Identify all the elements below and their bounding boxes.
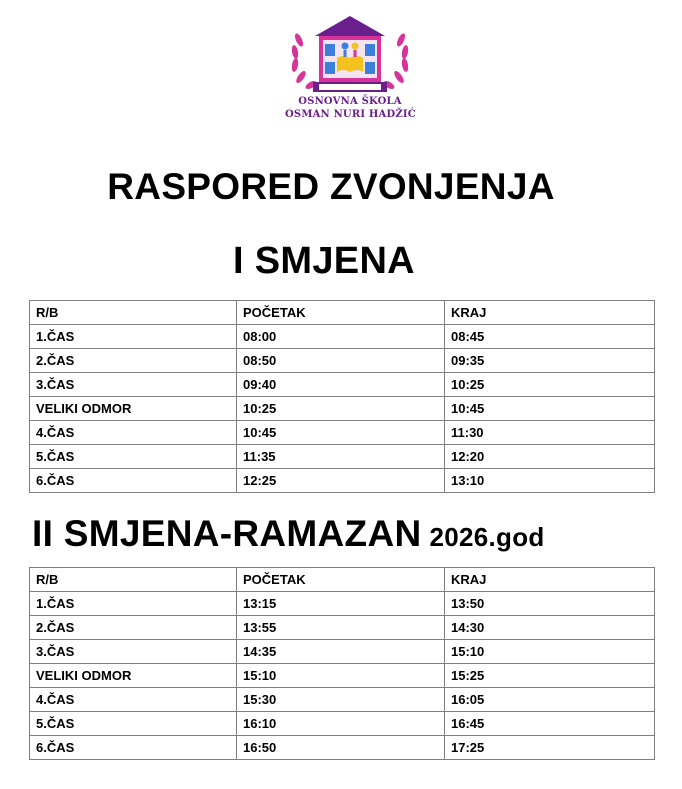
end-time-cell: 15:25 xyxy=(445,664,655,688)
end-time-cell: 15:10 xyxy=(445,640,655,664)
period-cell: 2.ČAS xyxy=(30,616,237,640)
end-time-cell: 08:45 xyxy=(445,325,655,349)
period-cell: 3.ČAS xyxy=(30,373,237,397)
school-name-line2: OSMAN NURI HADŽIĆ xyxy=(285,109,416,120)
shift2-year: 2026.god xyxy=(429,522,545,552)
table-row xyxy=(30,712,655,736)
period-cell: 2.ČAS xyxy=(30,349,237,373)
period-cell: 5.ČAS xyxy=(30,445,237,469)
end-time-cell: 10:25 xyxy=(445,373,655,397)
header-cell: POČETAK xyxy=(237,568,445,592)
start-time-cell: 11:35 xyxy=(237,445,445,469)
period-cell: 3.ČAS xyxy=(30,640,237,664)
header-cell: KRAJ xyxy=(445,568,655,592)
start-time-cell: 16:50 xyxy=(237,736,445,760)
header-cell: POČETAK xyxy=(237,301,445,325)
start-time-cell: 08:00 xyxy=(237,325,445,349)
table-row xyxy=(30,640,655,664)
period-cell: 4.ČAS xyxy=(30,421,237,445)
end-time-cell: 11:30 xyxy=(445,421,655,445)
table-row xyxy=(30,688,655,712)
period-cell: VELIKI ODMOR xyxy=(30,664,237,688)
page-title: RASPORED ZVONJENJA xyxy=(107,166,555,207)
school-building-emblem-icon xyxy=(285,10,415,96)
table-row xyxy=(30,397,655,421)
end-time-cell: 13:10 xyxy=(445,469,655,493)
start-time-cell: 12:25 xyxy=(237,469,445,493)
period-cell: VELIKI ODMOR xyxy=(30,397,237,421)
start-time-cell: 13:55 xyxy=(237,616,445,640)
period-cell: 6.ČAS xyxy=(30,736,237,760)
table-row xyxy=(30,445,655,469)
table-row xyxy=(30,664,655,688)
end-time-cell: 17:25 xyxy=(445,736,655,760)
period-cell: 1.ČAS xyxy=(30,592,237,616)
table-row xyxy=(30,349,655,373)
header-cell: R/B xyxy=(30,568,237,592)
start-time-cell: 13:15 xyxy=(237,592,445,616)
end-time-cell: 12:20 xyxy=(445,445,655,469)
table-row xyxy=(30,373,655,397)
start-time-cell: 16:10 xyxy=(237,712,445,736)
end-time-cell: 13:50 xyxy=(445,592,655,616)
header-cell: KRAJ xyxy=(445,301,655,325)
end-time-cell: 09:35 xyxy=(445,349,655,373)
end-time-cell: 16:45 xyxy=(445,712,655,736)
end-time-cell: 16:05 xyxy=(445,688,655,712)
shift1-heading: I SMJENA xyxy=(233,240,415,282)
school-name-line1: OSNOVNA ŠKOLA xyxy=(298,96,402,107)
shift2-heading-text: II SMJENA-RAMAZAN xyxy=(32,513,422,554)
shift1-schedule-table xyxy=(29,300,655,493)
table-row xyxy=(30,421,655,445)
end-time-cell: 10:45 xyxy=(445,397,655,421)
end-time-cell: 14:30 xyxy=(445,616,655,640)
table-header-row xyxy=(30,568,655,592)
start-time-cell: 10:45 xyxy=(237,421,445,445)
start-time-cell: 14:35 xyxy=(237,640,445,664)
table-row xyxy=(30,469,655,493)
start-time-cell: 10:25 xyxy=(237,397,445,421)
table-header-row xyxy=(30,301,655,325)
school-logo xyxy=(285,10,415,120)
table-row xyxy=(30,325,655,349)
shift2-heading xyxy=(32,513,545,555)
period-cell: 5.ČAS xyxy=(30,712,237,736)
start-time-cell: 15:30 xyxy=(237,688,445,712)
period-cell: 4.ČAS xyxy=(30,688,237,712)
table-row xyxy=(30,592,655,616)
period-cell: 6.ČAS xyxy=(30,469,237,493)
period-cell: 1.ČAS xyxy=(30,325,237,349)
start-time-cell: 09:40 xyxy=(237,373,445,397)
start-time-cell: 15:10 xyxy=(237,664,445,688)
table-row xyxy=(30,736,655,760)
header-cell: R/B xyxy=(30,301,237,325)
table-row xyxy=(30,616,655,640)
shift2-schedule-table xyxy=(29,567,655,760)
start-time-cell: 08:50 xyxy=(237,349,445,373)
